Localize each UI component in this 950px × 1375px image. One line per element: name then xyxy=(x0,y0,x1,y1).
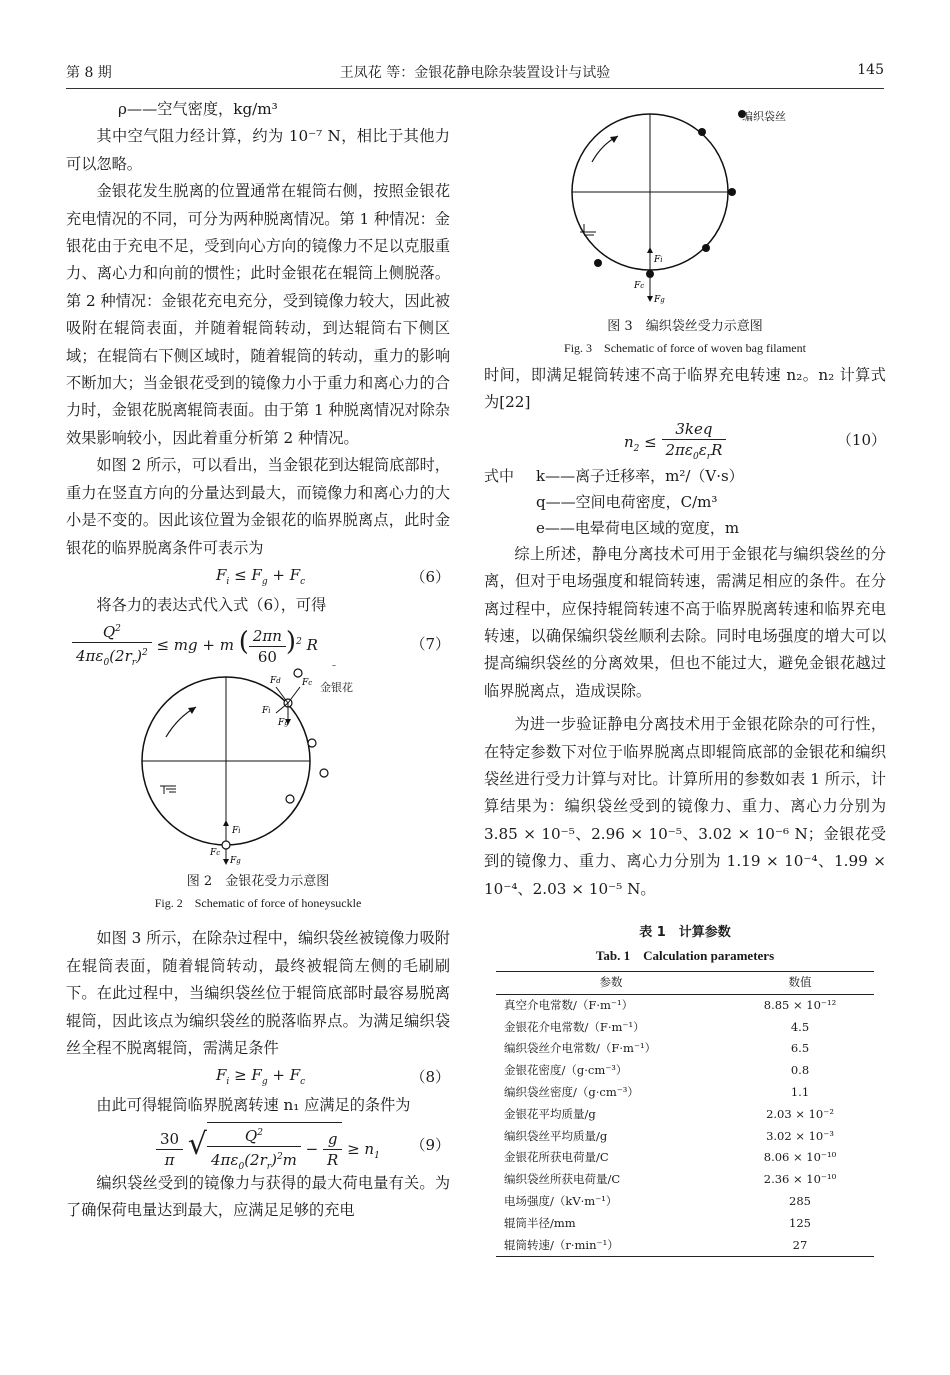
equation-7: $\frac{Q^2}{4\pi\varepsilon_0(2r_r)^2}$ ≤ mg + m ( $\frac{2\pi n}{60}$ )$^2$ R （7） xyxy=(66,619,450,665)
table-cell: 3.02 × 10⁻³ xyxy=(766,1128,834,1143)
table-cell: 金银花密度/（g·cm⁻³） xyxy=(504,1063,628,1078)
equation-number: （10） xyxy=(836,430,886,449)
issue-label: 第 8 期 xyxy=(66,65,112,81)
rho-definition: ρ——空气密度，kg/m³ xyxy=(118,100,278,118)
table-row xyxy=(496,1017,874,1039)
figure-3-caption-cn: 图 3 编织袋丝受力示意图 xyxy=(607,319,763,334)
paragraph: 时间，即满足辊筒转速不高于临界充电转速 n₂。n₂ 计算式为[22] xyxy=(484,366,886,412)
svg-text:Fg: Fg xyxy=(278,718,289,729)
equation-9: $\frac{30}{\pi}$ √ $\frac{Q^2}{4\pi\varepsilon_0(2r_r)^2m}$ − $\frac{g}{R}$ ≥ $n_1$ （9） xyxy=(66,1120,450,1170)
svg-text:Fc: Fc xyxy=(210,848,221,859)
table-cell: 1.1 xyxy=(790,1085,810,1100)
table-1-caption-en: Tab. 1 Calculation parameters xyxy=(595,948,775,964)
equation-10: $n_2$ ≤ $\frac{\text{3keq}}{2\pi\varepsilon_0\varepsilon_rR}$ （10） xyxy=(624,419,886,462)
running-title: 王凤花 等：金银花静电除杂装置设计与试验 xyxy=(339,65,611,81)
equation-8: $F_i \ge F_g + F_c$ （8） xyxy=(216,1066,450,1088)
figure-2-legend: 金银花 xyxy=(320,681,353,694)
table-1-caption-cn: 表 1 计算参数 xyxy=(639,925,731,941)
table-cell: 2.36 × 10⁻¹⁰ xyxy=(763,1172,837,1187)
left-column xyxy=(66,96,450,1225)
table-cell: 编织袋丝介电常数/（F·m⁻¹） xyxy=(504,1041,657,1056)
svg-text:Fc: Fc xyxy=(634,281,645,291)
table-row xyxy=(496,1213,874,1235)
table-cell: 金银花介电常数/（F·m⁻¹） xyxy=(504,1019,645,1034)
equation-number: （7） xyxy=(410,635,450,654)
table-cell: 电场强度/（kV·m⁻¹） xyxy=(504,1194,618,1209)
table-cell: 辊筒半径/mm xyxy=(504,1215,576,1230)
table-cell: 2.03 × 10⁻² xyxy=(766,1106,834,1121)
variable-q: q——空间电荷密度，C/m³ xyxy=(536,492,718,511)
table-cell: 金银花平均质量/g xyxy=(504,1106,596,1121)
svg-text:Fi: Fi xyxy=(654,255,663,265)
svg-text:Fg: Fg xyxy=(654,295,665,305)
equation-number: （9） xyxy=(410,1135,450,1154)
figure-3-diagram xyxy=(484,100,886,306)
svg-text:Fd: Fd xyxy=(270,676,281,687)
table-cell: 真空介电常数/（F·m⁻¹） xyxy=(504,997,634,1012)
table-header: 数值 xyxy=(726,972,874,995)
paragraph: 由此可得辊筒临界脱离转速 n₁ 应满足的条件为 xyxy=(96,1096,411,1115)
variable-k: k——离子迁移率，m²/（V·s） xyxy=(536,466,744,485)
paragraph: 综上所述，静电分离技术可用于金银花与编织袋丝的分离，但对于电场强度和辊筒转速，需满足相应的条件。在分离过程中，应保持辊筒转速不高于临界脱离转速和临界充电转速，以确保编织袋丝顺利去除。同时电场强度的增大可以提高编织袋丝的分离效果，但也不能过大，避免金银花越过临界脱离点，造成误除。 xyxy=(484,544,886,700)
paragraph: 将各力的表达式代入式（6），可得 xyxy=(96,595,327,614)
table-cell: 125 xyxy=(789,1215,811,1230)
table-row xyxy=(496,1147,874,1169)
svg-text:Fc: Fc xyxy=(302,678,313,689)
table-row xyxy=(496,1126,874,1148)
equation-6: $F_i \le F_g + F_c$ （6） xyxy=(216,565,450,587)
table-1 xyxy=(496,971,874,1257)
figure-2-diagram xyxy=(66,665,450,865)
figure-2-caption-en: Fig. 2 Schematic of force of honeysuckle xyxy=(154,896,362,911)
paragraph: 如图 2 所示，可以看出，当金银花到达辊筒底部时，重力在竖直方向的分量达到最大，而镜像力和离心力的大小是不变的。因此该位置为金银花的临界脱离点，此时金银花的临界脱离条件可表示为 xyxy=(66,456,450,557)
table-row xyxy=(496,1104,874,1126)
table-cell: 8.85 × 10⁻¹² xyxy=(763,997,837,1012)
table-cell: 0.8 xyxy=(790,1063,810,1078)
variable-e: e——电晕荷电区域的宽度，m xyxy=(536,518,740,537)
paragraph: 如图 3 所示，在除杂过程中，编织袋丝被镜像力吸附在辊筒表面，随着辊筒转动，最终被辊筒左侧的毛刷刷下。在此过程中，当编织袋丝位于辊筒底部时最容易脱离辊筒，因此该点为编织袋丝的脱落临界点。为满足编织袋丝全程不脱离辊筒，需满足条件 xyxy=(66,929,450,1057)
table-cell: 编织袋丝密度/（g·cm⁻³） xyxy=(504,1085,639,1100)
table-cell: 285 xyxy=(789,1194,811,1209)
table-cell: 金银花所获电荷量/C xyxy=(504,1150,609,1165)
table-row xyxy=(496,1169,874,1191)
table-header: 参数 xyxy=(496,972,726,995)
paragraph: 为进一步验证静电分离技术用于金银花除杂的可行性，在特定参数下对位于临界脱离点即辊筒底部的金银花和编织袋丝进行受力计算与对比。计算所用的参数如表 1 所示，计算结果为：编织袋丝受到的镜像力、重力、离心力分别为 3.85 × 10⁻⁵、2.96 × 10⁻⁵、3.02 × 10⁻⁶ N；金银花受到的镜像力、重力、离心力分别为 1.19 × 10⁻⁴、1.99 × 10⁻⁴、2.03 × 10⁻⁵ N。 xyxy=(484,715,886,898)
table-cell: 4.5 xyxy=(790,1019,810,1034)
table-row xyxy=(496,1191,874,1213)
svg-text:Fg: Fg xyxy=(230,856,241,866)
table-row xyxy=(496,1038,874,1060)
table-row xyxy=(496,1060,874,1082)
paragraph: 金银花发生脱离的位置通常在辊筒右侧，按照金银花充电情况的不同，可分为两种脱离情况。第 1 种情况：金银花由于充电不足，受到向心方向的镜像力不足以克服重力、离心力和向前的惯性；此时金银花在辊筒上侧脱落。第 2 种情况：金银花充电充分，受到镜像力较大，因此被吸附在辊筒表面，并随着辊筒转动，到达辊筒右下侧区域；在辊筒右下侧区域时，随着辊筒的转动，重力的影响不断加大；当金银花受到的镜像力小于重力和离心力的合力时，金银花脱离辊筒表面。由于第 1 种脱离情况对除杂效果影响较小，因此着重分析第 2 种情况。 xyxy=(66,182,450,447)
variables-lead: 式中 xyxy=(484,466,515,485)
header-rule xyxy=(66,88,884,89)
table-row xyxy=(496,994,874,1016)
svg-text:Fi: Fi xyxy=(232,826,241,837)
table-cell: 辊筒转速/（r·min⁻¹） xyxy=(496,1235,726,1257)
page-number: 145 xyxy=(857,62,884,78)
table-cell: 27 xyxy=(726,1235,874,1257)
table-row xyxy=(496,1082,874,1104)
table-cell: 编织袋丝平均质量/g xyxy=(504,1128,608,1143)
table-cell: 编织袋丝所获电荷量/C xyxy=(504,1172,621,1187)
figure-3-caption-en: Fig. 3 Schematic of force of woven bag filament xyxy=(564,341,806,355)
figure-2-caption-cn: 图 2 金银花受力示意图 xyxy=(186,874,330,890)
paragraph: 其中空气阻力经计算，约为 10⁻⁷ N，相比于其他力可以忽略。 xyxy=(66,127,450,173)
svg-text:Fi: Fi xyxy=(262,706,271,717)
equation-number: （8） xyxy=(410,1068,450,1087)
table-cell: 6.5 xyxy=(790,1041,810,1056)
paragraph: 编织袋丝受到的镜像力与获得的最大荷电量有关。为了确保荷电量达到最大，应满足足够的充电 xyxy=(66,1173,450,1220)
variable-list xyxy=(484,463,886,541)
table-row xyxy=(496,1235,874,1257)
figure-3-legend: 编织袋丝 xyxy=(742,110,786,123)
right-column xyxy=(484,100,886,1257)
equation-number: （6） xyxy=(410,567,450,586)
table-cell: 8.06 × 10⁻¹⁰ xyxy=(763,1150,837,1165)
